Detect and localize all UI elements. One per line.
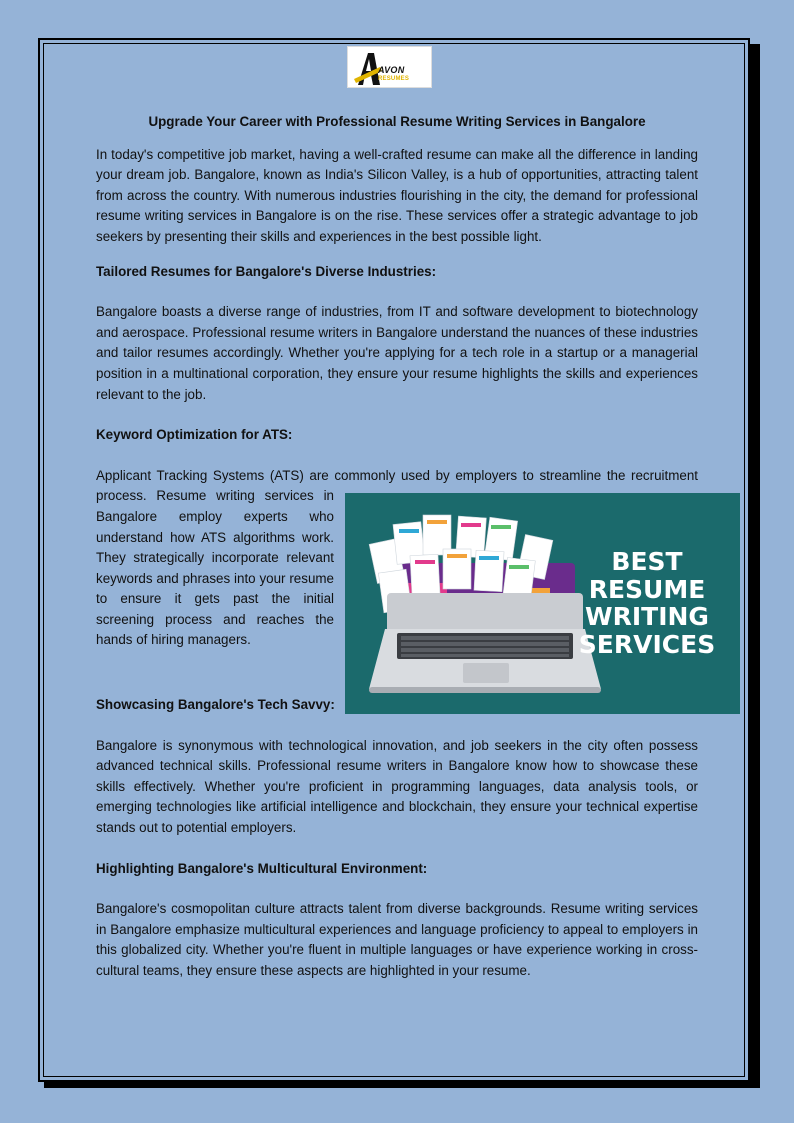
document-title: Upgrade Your Career with Professional Resume Writing Services in Bangalore: [148, 114, 646, 129]
keyword-body-wrapped: process. Resume writing services in Bangalore employ experts who understand how ATS algorithms work. They strategically incorporate relevant keywords and phrases into your resume to ensure it gets past the initial screening process and reaches the hands of hiring managers.: [96, 488, 334, 648]
section-heading-tailored: Tailored Resumes for Bangalore's Diverse Industries:: [96, 263, 437, 279]
brand-logo: [347, 46, 432, 88]
logo-brand-text: AVON: [378, 65, 405, 75]
promo-line-services: SERVICES: [578, 629, 716, 659]
section-body-tech: Bangalore is synonymous with technological innovation, and job seekers in the city often possess advanced technical skills. Professional resume writers in Bangalore know how to showcase these skills effectively. Whether you're proficient in programming languages, data analysis tools, or emerging technologies like artificial intelligence and blockchain, they ensure your technical expertise stands out to potential employers.: [96, 737, 698, 836]
logo-tagline: RESUMES: [378, 76, 410, 82]
keyword-first-line: Applicant Tracking Systems (ATS) are commonly used by employers to streamline the recruitment: [96, 467, 698, 483]
promo-headline: [577, 548, 717, 658]
section-heading-tech: Showcasing Bangalore's Tech Savvy:: [96, 697, 335, 713]
promo-line-best: BEST: [611, 547, 683, 576]
section-heading-keyword: Keyword Optimization for ATS:: [96, 427, 293, 443]
promo-line-resume: RESUME: [588, 574, 706, 604]
resume-services-image: [345, 493, 740, 714]
section-body-multicultural: Bangalore's cosmopolitan culture attracts talent from diverse backgrounds. Resume writing services in Bangalore emphasize multicultural experiences and language proficiency to appeal to employers in this globalized city. Whether you're fluent in multiple languages or have experience working in cross-cultural teams, they ensure these aspects are highlighted in your resume.: [96, 901, 698, 978]
intro-paragraph: In today's competitive job market, having a well-crafted resume can make all the difference in landing your dream job. Bangalore, known as India's Silicon Valley, is a hub of opportunities, attracting talent from across the country. With numerous industries flourishing in the city, the demand for professional resume writing services in Bangalore is on the rise. These services offer a strategic advantage to job seekers by presenting their skills and experiences in the best possible light.: [96, 146, 698, 244]
section-body-tailored: Bangalore boasts a diverse range of industries, from IT and software development to biotechnology and aerospace. Professional resume writers in Bangalore understand the nuances of these industries and tailor resumes accordingly. Whether you're applying for a tech role in a startup or a managerial position in a multinational corporation, they ensure your resume highlights the skills and experiences relevant to the job.: [96, 304, 698, 402]
promo-line-writing: WRITING: [585, 602, 709, 631]
section-heading-multicultural: Highlighting Bangalore's Multicultural Environment:: [96, 860, 428, 876]
